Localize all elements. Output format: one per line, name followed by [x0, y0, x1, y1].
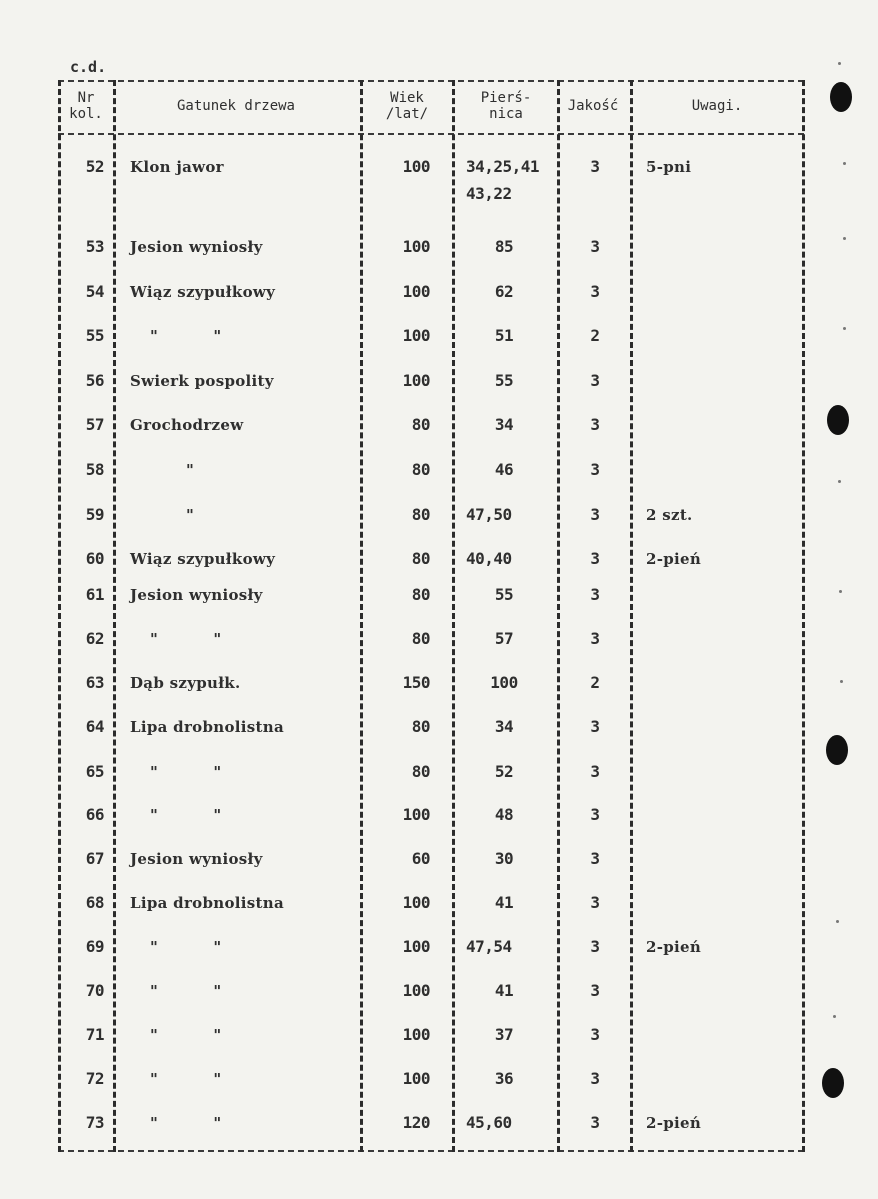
header-piersnica-line1: Pierś- [480, 90, 532, 106]
row-gatunek: " " [150, 982, 222, 1000]
row-nr: 63 [85, 673, 104, 692]
row-nr: 67 [85, 849, 104, 868]
row-wiek: 120 [402, 1113, 430, 1132]
row-wiek: 100 [402, 371, 430, 390]
punch-hole [822, 1068, 844, 1098]
row-jakosc: 3 [590, 585, 600, 604]
header-jakosc: Jakość [567, 98, 619, 114]
row-wiek: 80 [411, 629, 430, 648]
row-wiek: 80 [411, 549, 430, 568]
row-piersnica: 34,25,41 [466, 157, 540, 176]
row-piersnica: 47,50 [466, 505, 512, 524]
row-jakosc: 3 [590, 237, 600, 256]
margin-dot [838, 62, 841, 65]
row-uwagi: 2-pień [646, 550, 702, 568]
column-divider-jakosc [630, 80, 633, 1152]
row-piersnica-line2: 43,22 [466, 184, 512, 203]
row-nr: 72 [85, 1069, 104, 1088]
row-piersnica: 55 [494, 585, 514, 604]
row-nr: 62 [85, 629, 104, 648]
row-jakosc: 3 [590, 460, 600, 479]
row-nr: 65 [85, 762, 104, 781]
row-wiek: 100 [402, 937, 430, 956]
row-nr: 57 [85, 415, 104, 434]
column-divider-left [58, 80, 61, 1152]
row-nr: 54 [85, 282, 104, 301]
table-top-rule [58, 80, 804, 82]
row-jakosc: 3 [590, 415, 600, 434]
row-nr: 61 [85, 585, 104, 604]
row-nr: 52 [85, 157, 104, 176]
margin-dot [843, 327, 846, 330]
row-nr: 71 [85, 1025, 104, 1044]
row-uwagi: 2-pień [646, 1114, 702, 1132]
margin-dot [838, 480, 841, 483]
row-gatunek: Klon jawor [130, 158, 224, 176]
row-wiek: 100 [402, 237, 430, 256]
row-gatunek: Swierk pospolity [130, 372, 274, 390]
row-gatunek: Jesion wyniosły [130, 850, 263, 868]
row-gatunek: " " [150, 763, 222, 781]
row-jakosc: 3 [590, 282, 600, 301]
row-wiek: 100 [402, 981, 430, 1000]
row-gatunek: " " [150, 327, 222, 345]
row-jakosc: 3 [590, 937, 600, 956]
row-wiek: 80 [411, 415, 430, 434]
row-piersnica: 57 [494, 629, 514, 648]
row-gatunek: " " [150, 630, 222, 648]
row-piersnica: 100 [490, 673, 518, 692]
margin-dot [836, 920, 839, 923]
row-piersnica: 47,54 [466, 937, 512, 956]
row-uwagi: 5-pni [646, 158, 692, 176]
header-wiek-line2: /lat/ [385, 106, 429, 122]
row-jakosc: 3 [590, 981, 600, 1000]
row-uwagi: 2-pień [646, 938, 702, 956]
row-piersnica: 52 [494, 762, 514, 781]
row-gatunek: " [186, 461, 195, 479]
margin-dot [843, 237, 846, 240]
row-wiek: 80 [411, 717, 430, 736]
row-jakosc: 3 [590, 1025, 600, 1044]
row-jakosc: 3 [590, 549, 600, 568]
row-gatunek: Jesion wyniosły [130, 586, 263, 604]
punch-hole [830, 82, 852, 112]
row-nr: 53 [85, 237, 104, 256]
row-piersnica: 55 [494, 371, 514, 390]
row-wiek: 100 [402, 326, 430, 345]
row-piersnica: 41 [494, 981, 514, 1000]
margin-dot [840, 680, 843, 683]
row-jakosc: 3 [590, 893, 600, 912]
row-jakosc: 3 [590, 371, 600, 390]
punch-hole [826, 735, 848, 765]
row-wiek: 60 [411, 849, 430, 868]
row-piersnica: 34 [494, 415, 514, 434]
row-gatunek: " " [150, 938, 222, 956]
row-gatunek: " " [150, 806, 222, 824]
header-bottom-rule [58, 133, 804, 135]
header-piersnica-line2: nica [489, 106, 523, 122]
row-jakosc: 3 [590, 849, 600, 868]
row-jakosc: 3 [590, 505, 600, 524]
row-wiek: 80 [411, 762, 430, 781]
header-nr-line1: Nr [77, 90, 95, 106]
punch-hole [827, 405, 849, 435]
row-jakosc: 3 [590, 1113, 600, 1132]
row-piersnica: 51 [494, 326, 514, 345]
row-gatunek: Dąb szypułk. [130, 674, 241, 692]
row-gatunek: Grochodrzew [130, 416, 244, 434]
header-nr [60, 90, 112, 122]
row-jakosc: 3 [590, 1069, 600, 1088]
row-wiek: 100 [402, 1069, 430, 1088]
row-nr: 68 [85, 893, 104, 912]
row-jakosc: 2 [590, 326, 600, 345]
header-uwagi: Uwagi. [691, 98, 743, 114]
row-piersnica: 30 [494, 849, 514, 868]
row-wiek: 100 [402, 893, 430, 912]
row-piersnica: 41 [494, 893, 514, 912]
header-gatunek: Gatunek drzewa [176, 98, 295, 114]
row-nr: 60 [85, 549, 104, 568]
row-gatunek: " " [150, 1114, 222, 1132]
row-nr: 59 [85, 505, 104, 524]
margin-dot [843, 162, 846, 165]
row-piersnica: 34 [494, 717, 514, 736]
row-jakosc: 3 [590, 717, 600, 736]
row-wiek: 100 [402, 1025, 430, 1044]
row-piersnica: 40,40 [466, 549, 512, 568]
row-jakosc: 3 [590, 805, 600, 824]
header-wiek-line1: Wiek [390, 90, 424, 106]
row-piersnica: 46 [494, 460, 514, 479]
row-piersnica: 45,60 [466, 1113, 512, 1132]
row-piersnica: 62 [494, 282, 514, 301]
row-nr: 73 [85, 1113, 104, 1132]
continuation-mark: c.d. [70, 58, 107, 76]
row-wiek: 80 [411, 585, 430, 604]
row-nr: 66 [85, 805, 104, 824]
header-piersnica [456, 90, 556, 122]
table-bottom-rule [58, 1150, 804, 1152]
row-nr: 69 [85, 937, 104, 956]
header-nr-line2: kol. [69, 106, 103, 122]
column-divider-right [802, 80, 805, 1152]
margin-dot [833, 1015, 836, 1018]
row-gatunek: Lipa drobnolistna [130, 718, 284, 736]
row-gatunek: " [186, 506, 195, 524]
row-nr: 70 [85, 981, 104, 1000]
row-gatunek: " " [150, 1026, 222, 1044]
row-jakosc: 3 [590, 157, 600, 176]
row-gatunek: Wiąz szypułkowy [130, 550, 276, 568]
row-piersnica: 85 [494, 237, 514, 256]
row-piersnica: 37 [494, 1025, 514, 1044]
row-jakosc: 3 [590, 762, 600, 781]
column-divider-wiek [452, 80, 455, 1152]
row-nr: 58 [85, 460, 104, 479]
row-wiek: 80 [411, 460, 430, 479]
row-nr: 56 [85, 371, 104, 390]
row-nr: 55 [85, 326, 104, 345]
row-jakosc: 2 [590, 673, 600, 692]
row-uwagi: 2 szt. [646, 506, 693, 524]
row-nr: 64 [85, 717, 104, 736]
row-gatunek: Wiąz szypułkowy [130, 283, 276, 301]
row-gatunek: " " [150, 1070, 222, 1088]
header-wiek [364, 90, 450, 122]
row-piersnica: 48 [494, 805, 514, 824]
row-gatunek: Lipa drobnolistna [130, 894, 284, 912]
row-wiek: 100 [402, 282, 430, 301]
row-wiek: 100 [402, 805, 430, 824]
row-wiek: 150 [402, 673, 430, 692]
row-piersnica: 36 [494, 1069, 514, 1088]
row-gatunek: Jesion wyniosły [130, 238, 263, 256]
column-divider-nr [113, 80, 116, 1152]
row-jakosc: 3 [590, 629, 600, 648]
margin-dot [839, 590, 842, 593]
row-wiek: 80 [411, 505, 430, 524]
row-wiek: 100 [402, 157, 430, 176]
